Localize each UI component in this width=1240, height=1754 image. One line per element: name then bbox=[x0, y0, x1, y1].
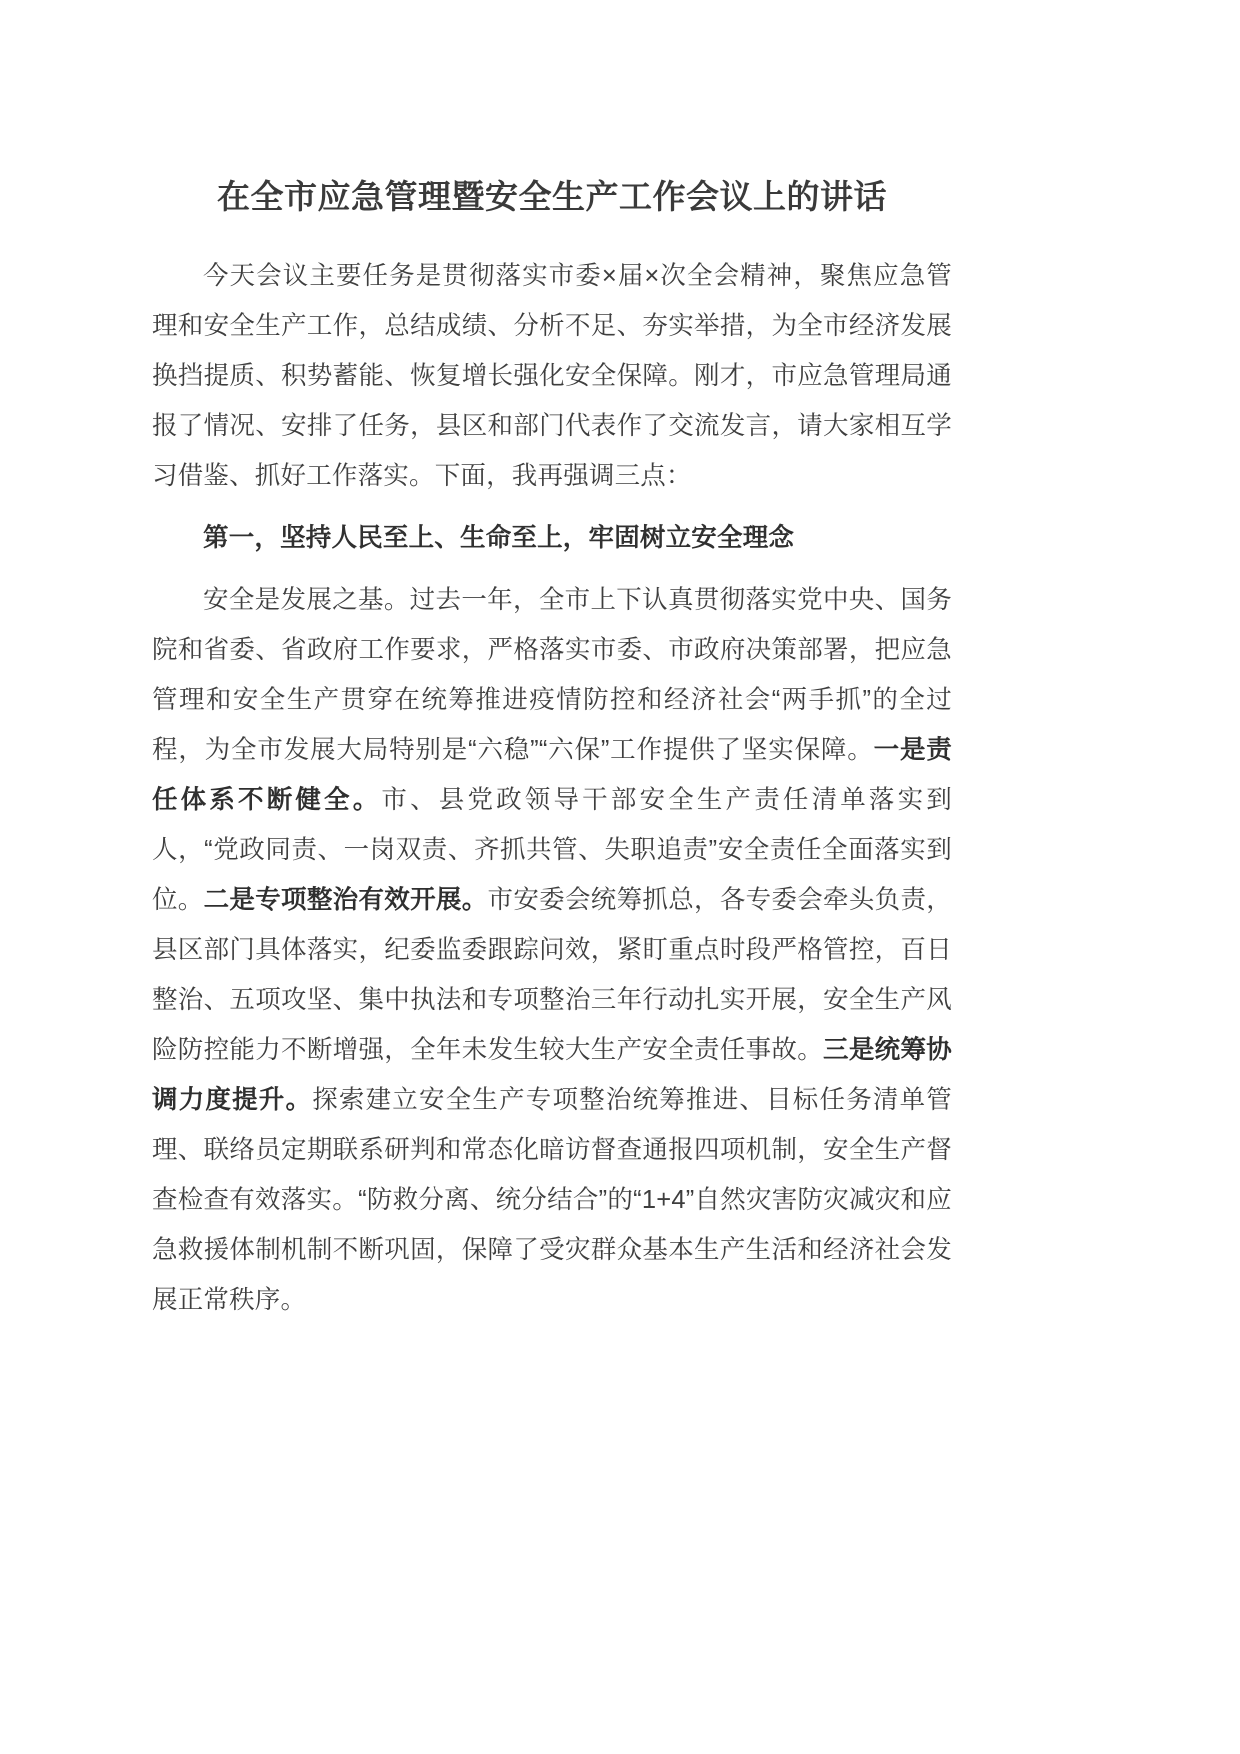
section-heading-text: 第一，坚持人民至上、生命至上，牢固树立安全理念 bbox=[203, 523, 795, 552]
page-title: 在全市应急管理暨安全生产工作会议上的讲话 bbox=[217, 178, 887, 215]
paragraph-run: 今天会议主要任务是贯彻落实市委×届×次全会精神，聚焦应急管理和安全生产工作，总结成绩、分析不足、夯实举措，为全市经济发展换挡提质、积势蓄能、恢复增长强化安全保障。刚才，市应急管理局通报了情况、安排了任务，县区和部门代表作了交流发言，请大家相互学习借鉴、抓好工作落实。下面，我再强调三点： bbox=[152, 261, 952, 490]
paragraph-intro bbox=[152, 251, 952, 501]
paragraph-run: 市安委会统筹抓总，各专委会牵头负责，县区部门具体落实，纪委监委跟踪问效，紧盯重点时段严格管控，百日整治、五项攻坚、集中执法和专项整治三年行动扎实开展，安全生产风险防控能力不断增强，全年未发生较大生产安全责任事故。 bbox=[152, 885, 952, 1064]
paragraph-body-1 bbox=[152, 575, 952, 1325]
section-heading bbox=[152, 513, 952, 563]
emphasis-point-three: 三是统筹协调力度提升。 bbox=[152, 1035, 952, 1114]
emphasis-point-two: 二是专项整治有效开展。 bbox=[203, 885, 488, 914]
paragraph-run: 安全是发展之基。过去一年，全市上下认真贯彻落实党中央、国务院和省委、省政府工作要求，严格落实市委、市政府决策部署，把应急管理和安全生产贯穿在统筹推进疫情防控和经济社会“两手抓”的全过程，为全市发展大局特别是“六稳”“六保”工作提供了坚实保障。 bbox=[152, 585, 952, 764]
document-content bbox=[152, 0, 952, 1325]
paragraph-run: 探索建立安全生产专项整治统筹推进、目标任务清单管理、联络员定期联系研判和常态化暗访督查通报四项机制，安全生产督查检查有效落实。“防救分离、统分结合”的“1+4”自然灾害防灾减灾和应急救援体制机制不断巩固，保障了受灾群众基本生产生活和经济社会发展正常秩序。 bbox=[152, 1085, 952, 1314]
emphasis-point-one: 一是责任体系不断健全。 bbox=[152, 735, 952, 814]
paragraph-run: 市、县党政领导干部安全生产责任清单落实到人，“党政同责、一岗双责、齐抓共管、失职追责”安全责任全面落实到位。 bbox=[152, 785, 952, 914]
